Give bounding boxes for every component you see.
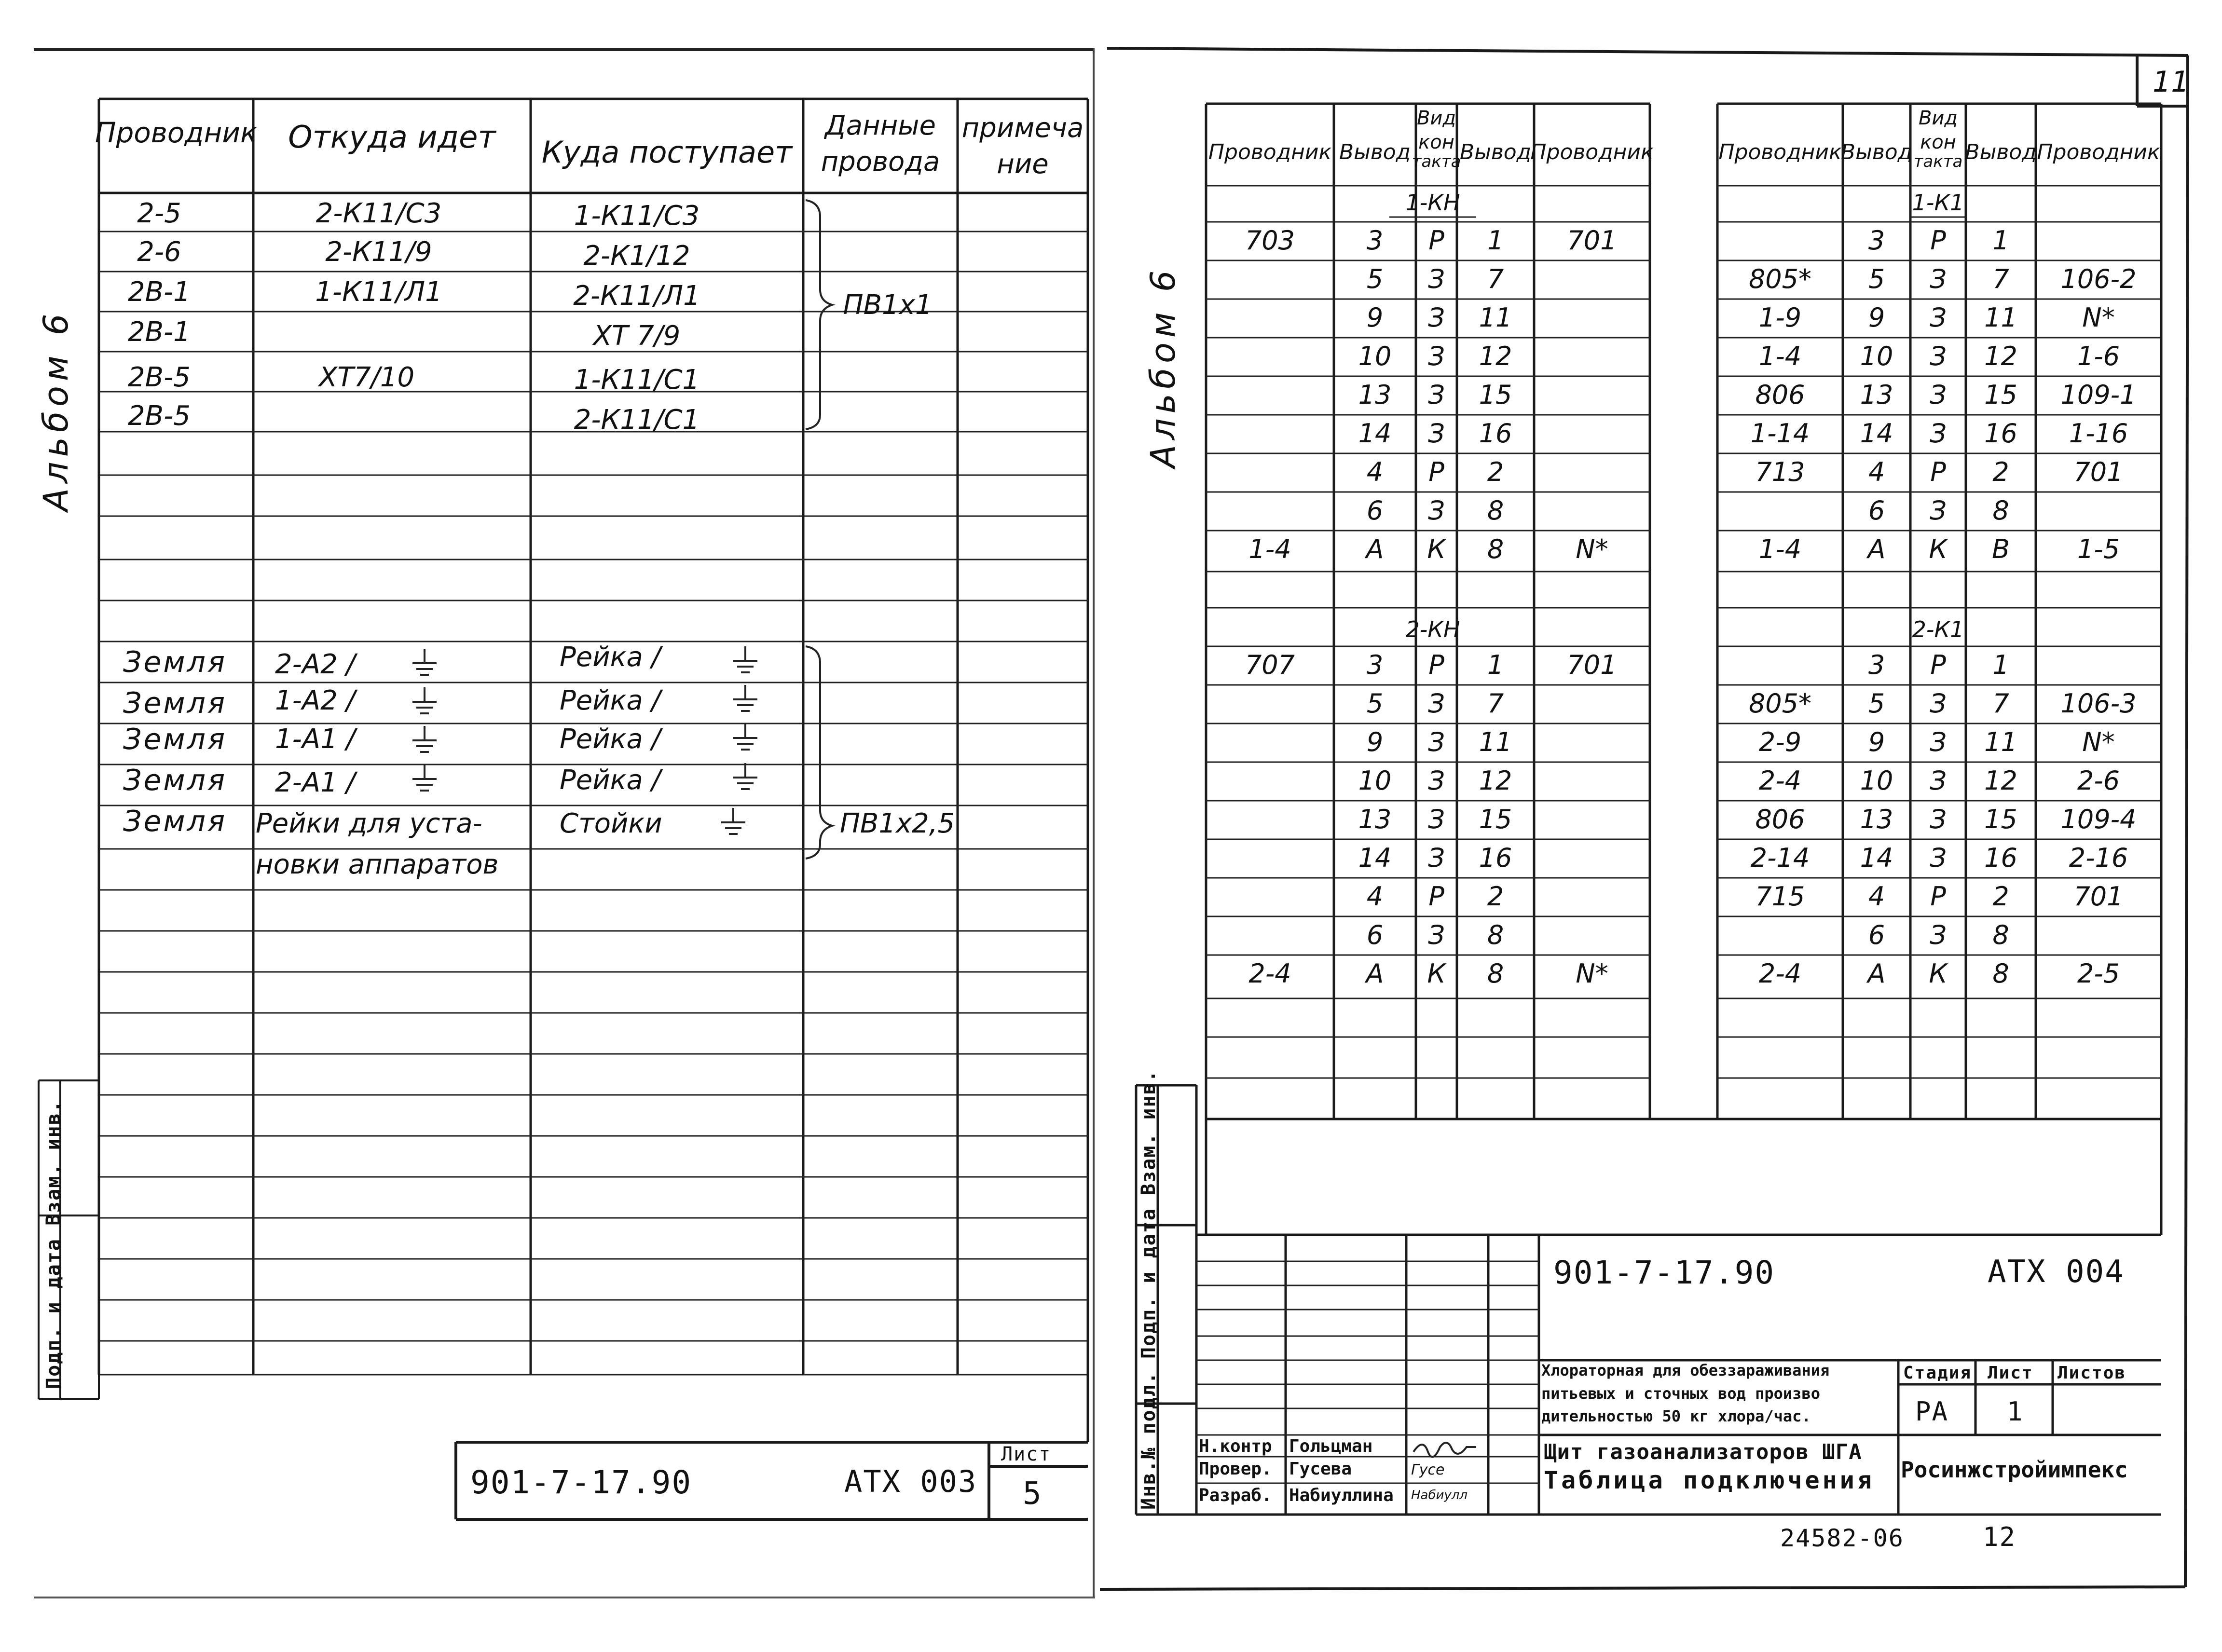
cell-conductor-a: 713	[1755, 456, 1805, 487]
cell-contact-type: З	[1428, 804, 1445, 834]
cell-contact-type: З	[1930, 726, 1947, 757]
table-cell: Земля	[123, 645, 227, 679]
right-stamp-code: АТХ 004	[1988, 1254, 2125, 1290]
cell-pin-a: 9	[1868, 726, 1885, 757]
t2-header-contact-3: такта	[1913, 152, 1963, 171]
cell-conductor-a: 2-9	[1758, 726, 1802, 757]
object-title-line-1: Хлораторная для обеззараживания	[1541, 1361, 1830, 1379]
table-cell: Земля	[123, 722, 227, 756]
left-header-note-line2: ние	[997, 148, 1049, 180]
left-header-data-line2: провода	[821, 146, 940, 177]
cell-pin-a: 6	[1366, 919, 1384, 950]
cell-contact-type: З	[1930, 341, 1947, 371]
table-cell: 1-К11/С3	[574, 200, 700, 232]
cell-pin-b: 11	[1984, 726, 2017, 757]
cell-pin-a: 6	[1868, 495, 1885, 526]
cell-pin-a: 5	[1868, 263, 1885, 294]
left-header-conductor: Проводник	[95, 116, 258, 149]
cell-contact-type: З	[1428, 765, 1445, 796]
table-cell: 2В-5	[128, 362, 191, 393]
t1-header-conductor-b: Проводник	[1530, 139, 1654, 164]
table-cell: 2В-1	[128, 316, 191, 348]
cell-contact-type: Р	[1428, 225, 1444, 256]
cell-conductor-a: 2-4	[1248, 958, 1291, 989]
cell-pin-b: 8	[1487, 958, 1504, 989]
cell-contact-type: К	[1427, 533, 1446, 564]
cell-contact-type: З	[1930, 804, 1947, 834]
cell-contact-type: З	[1930, 688, 1947, 719]
cell-pin-a: 13	[1358, 804, 1392, 834]
cell-pin-b: 7	[1487, 688, 1504, 719]
cell-conductor-a: 805*	[1748, 263, 1812, 294]
name-normcontrol: Гольцман	[1289, 1436, 1373, 1456]
table-cell: 1-А2 /	[275, 685, 356, 716]
left-header-note-line1: примеча	[961, 112, 1084, 144]
role-developed: Разраб.	[1199, 1486, 1272, 1505]
cell-pin-b: 11	[1479, 302, 1512, 333]
cell-contact-type: З	[1930, 919, 1947, 950]
cell-contact-type: Р	[1428, 456, 1444, 487]
t2-header-conductor: Проводник	[1718, 139, 1842, 164]
cell-contact-type: З	[1930, 842, 1947, 873]
left-stamp-doc: 901-7-17.90	[470, 1464, 692, 1501]
name-checked: Гусева	[1289, 1459, 1352, 1479]
cell-contact-type: К	[1427, 958, 1446, 989]
cell-contact-type: З	[1930, 495, 1947, 526]
table-cell: 2-А1 /	[275, 767, 356, 798]
cell-pin-b: 7	[1992, 263, 2009, 294]
cell-pin-a: 10	[1860, 341, 1893, 371]
cell-conductor-b: 701	[2073, 881, 2124, 912]
cell-pin-a: 5	[1868, 688, 1885, 719]
cell-conductor-b: 701	[1567, 225, 1617, 256]
cell-contact-type: З	[1428, 495, 1445, 526]
cell-contact-type: З	[1930, 263, 1947, 294]
t2-group-label-2: 2-К1	[1912, 616, 1964, 642]
cell-pin-b: 8	[1487, 533, 1504, 564]
cell-pin-b: 16	[1479, 842, 1512, 873]
cell-pin-a: 9	[1366, 726, 1384, 757]
cell-pin-b: 11	[1479, 726, 1512, 757]
cell-conductor-a: 1-4	[1758, 341, 1802, 371]
cell-contact-type: З	[1428, 688, 1445, 719]
cell-pin-b: 2	[1487, 456, 1504, 487]
table-cell: новки аппаратов	[256, 849, 499, 880]
table-cell: 2-А2 /	[275, 649, 356, 680]
left-side-strip-label: Подп. и дата Взам. инв.	[42, 1100, 65, 1389]
album-label-right: Альбом 6	[1143, 265, 1183, 468]
cell-contact-type: З	[1428, 418, 1445, 449]
stage-value: РА	[1915, 1396, 1949, 1427]
cell-pin-b: 2	[1992, 881, 2009, 912]
cell-pin-a: 5	[1366, 688, 1384, 719]
cell-pin-a: 6	[1366, 495, 1384, 526]
cell-pin-a: 10	[1358, 341, 1392, 371]
role-normcontrol: Н.контр	[1199, 1436, 1272, 1456]
t1-header-pin-b: Вывод	[1459, 139, 1532, 164]
right-stamp-doc: 901-7-17.90	[1553, 1254, 1775, 1291]
cell-conductor-b: 2-5	[2077, 958, 2120, 989]
cell-pin-b: 12	[1984, 341, 2017, 371]
cell-pin-b: 2	[1992, 456, 2009, 487]
cell-conductor-b: 106-2	[2060, 263, 2137, 294]
cell-conductor-a: 707	[1245, 649, 1295, 680]
t1-header-contact-3: такта	[1412, 152, 1461, 171]
signature-developed: Набиулл	[1411, 1488, 1468, 1502]
cell-pin-a: 3	[1366, 649, 1384, 680]
t1-header-contact-1: Вид	[1416, 107, 1456, 129]
cell-conductor-b: N*	[1576, 533, 1608, 564]
cell-contact-type: З	[1428, 302, 1445, 333]
cell-contact-type: К	[1929, 958, 1948, 989]
name-developed: Набиуллина	[1289, 1486, 1394, 1505]
cell-conductor-a: 1-4	[1758, 533, 1802, 564]
cell-pin-a: А	[1867, 533, 1886, 564]
cell-pin-b: 8	[1992, 495, 2009, 526]
cell-conductor-a: 1-4	[1248, 533, 1291, 564]
cell-pin-a: 14	[1860, 418, 1893, 449]
t2-header-contact-1: Вид	[1918, 107, 1958, 129]
t1-header-contact-2: кон	[1418, 131, 1454, 153]
page-number-bottom: 12	[1983, 1522, 2016, 1552]
t1-group-label-2: 2-КН	[1405, 616, 1460, 642]
page-number-top-right: 11	[2153, 65, 2190, 99]
album-label-left: Альбом 6	[36, 309, 76, 511]
table-cell: 2В-5	[128, 400, 191, 432]
t2-header-pin-a: Вывод	[1840, 139, 1913, 164]
cell-pin-b: 15	[1984, 379, 2017, 410]
table-cell: 2-К11/Л1	[573, 280, 700, 312]
table-cell: 1-К11/С1	[574, 364, 700, 396]
cell-pin-b: 7	[1992, 688, 2009, 719]
stage-label: Стадия	[1903, 1363, 1972, 1383]
cell-contact-type: З	[1930, 765, 1947, 796]
cell-conductor-a: 1-9	[1758, 302, 1802, 333]
cell-pin-b: 2	[1487, 881, 1504, 912]
cell-pin-b: 16	[1984, 418, 2017, 449]
cell-pin-b: 16	[1984, 842, 2017, 873]
sheet-label: Лист	[1988, 1363, 2033, 1383]
cell-pin-b: 8	[1992, 919, 2009, 950]
table-cell: 2-К11/С1	[574, 404, 700, 436]
table-cell: Земля	[123, 686, 227, 720]
cell-pin-a: А	[1366, 958, 1384, 989]
cell-pin-a: 4	[1868, 881, 1885, 912]
cell-contact-type: З	[1428, 379, 1445, 410]
cell-conductor-a: 805*	[1748, 688, 1812, 719]
t1-header-pin-a: Вывод	[1339, 139, 1411, 164]
cell-pin-a: 10	[1860, 765, 1893, 796]
table-cell: 2-6	[137, 236, 181, 268]
table-cell: Земля	[123, 763, 227, 797]
cell-pin-a: 13	[1860, 379, 1893, 410]
cell-contact-type: Р	[1930, 881, 1946, 912]
drawing-title-line-1: Щит газоанализаторов ШГА	[1544, 1440, 1862, 1464]
t1-group-label-1: 1-КН	[1405, 190, 1460, 216]
cell-contact-type: З	[1930, 379, 1947, 410]
cell-pin-b: 15	[1984, 804, 2017, 834]
table-cell: 1-К11/Л1	[315, 276, 442, 308]
t2-header-conductor-b: Проводник	[2037, 139, 2160, 164]
cell-conductor-b: 1-5	[2077, 533, 2120, 564]
cell-conductor-b: 1-16	[2069, 418, 2128, 449]
table-cell: Рейка /	[560, 642, 661, 673]
cell-conductor-a: 715	[1755, 881, 1805, 912]
cell-conductor-b: N*	[2082, 726, 2115, 757]
cell-contact-type: З	[1930, 302, 1947, 333]
cell-pin-a: 5	[1366, 263, 1384, 294]
table-cell: Рейка /	[560, 765, 661, 796]
table-cell: Рейка /	[560, 724, 661, 755]
cell-conductor-b: N*	[1576, 958, 1608, 989]
cell-pin-a: 9	[1868, 302, 1885, 333]
cell-conductor-b: 106-3	[2060, 688, 2137, 719]
left-stamp-code: АТХ 003	[844, 1464, 977, 1499]
table-cell: 2-5	[137, 198, 181, 229]
left-stamp-sheet-label: Лист	[1001, 1443, 1052, 1465]
cell-pin-a: 13	[1860, 804, 1893, 834]
signature-checked: Гусе	[1411, 1461, 1445, 1478]
cell-pin-a: 3	[1868, 225, 1885, 256]
t2-header-contact-2: кон	[1920, 131, 1956, 153]
cell-conductor-b: 2-16	[2069, 842, 2128, 873]
cell-pin-b: 8	[1487, 919, 1504, 950]
right-side-strip-label: Инв.№ подл. Подп. и дата Взам. инв.	[1138, 1069, 1160, 1510]
t1-header-conductor: Проводник	[1208, 139, 1332, 164]
cell-contact-type: З	[1428, 726, 1445, 757]
cell-conductor-a: 806	[1755, 379, 1805, 410]
cell-pin-b: В	[1991, 533, 2010, 564]
cell-pin-b: 1	[1487, 649, 1504, 680]
cell-pin-b: 8	[1487, 495, 1504, 526]
object-title-line-2: питьевых и сточных вод произво	[1541, 1384, 1820, 1403]
cell-pin-b: 1	[1487, 225, 1504, 256]
cell-pin-a: 4	[1366, 881, 1384, 912]
cell-contact-type: Р	[1428, 649, 1444, 680]
table-cell: Рейка /	[560, 685, 661, 716]
cell-pin-a: 6	[1868, 919, 1885, 950]
cell-conductor-b: 109-4	[2060, 804, 2137, 834]
wire-group-1: ПВ1х1	[843, 289, 933, 321]
table-cell: 1-А1 /	[275, 724, 356, 755]
table-cell: Земля	[123, 804, 227, 838]
cell-pin-a: 10	[1358, 765, 1392, 796]
cell-pin-b: 16	[1479, 418, 1512, 449]
cell-pin-a: 3	[1366, 225, 1384, 256]
drawing-title-line-2: Таблица подключения	[1544, 1466, 1875, 1494]
cell-pin-a: 4	[1868, 456, 1885, 487]
cell-conductor-a: 1-14	[1750, 418, 1810, 449]
cell-conductor-b: 2-6	[2077, 765, 2120, 796]
cell-pin-a: 14	[1860, 842, 1893, 873]
cell-contact-type: З	[1930, 418, 1947, 449]
cell-pin-b: 1	[1992, 649, 2009, 680]
table-cell: ХТ7/10	[318, 362, 415, 393]
cell-conductor-b: 701	[1567, 649, 1617, 680]
table-cell: 2-К11/С3	[315, 198, 442, 229]
cell-contact-type: З	[1428, 919, 1445, 950]
wire-group-2: ПВ1х2,5	[839, 808, 955, 839]
cell-contact-type: З	[1428, 842, 1445, 873]
table-cell: ХТ 7/9	[593, 320, 681, 352]
cell-contact-type: З	[1428, 263, 1445, 294]
cell-conductor-b: 109-1	[2060, 379, 2137, 410]
cell-pin-a: 14	[1358, 842, 1392, 873]
cell-conductor-a: 2-4	[1758, 958, 1802, 989]
cell-conductor-a: 806	[1755, 804, 1805, 834]
cell-contact-type: З	[1428, 341, 1445, 371]
table-cell: Стойки	[560, 808, 662, 839]
cell-contact-type: Р	[1930, 649, 1946, 680]
archive-number: 24582-06	[1780, 1524, 1904, 1552]
t2-group-label-1: 1-К1	[1912, 190, 1964, 216]
left-header-to: Куда поступает	[541, 134, 793, 170]
cell-pin-a: 13	[1358, 379, 1392, 410]
cell-contact-type: Р	[1428, 881, 1444, 912]
table-cell: 2В-1	[128, 276, 191, 308]
cell-pin-a: 3	[1868, 649, 1885, 680]
cell-conductor-a: 2-14	[1750, 842, 1810, 873]
cell-pin-a: 4	[1366, 456, 1384, 487]
cell-pin-b: 12	[1479, 341, 1512, 371]
role-checked: Провер.	[1199, 1459, 1272, 1479]
cell-conductor-b: N*	[2082, 302, 2115, 333]
table-cell: 2-К1/12	[583, 240, 690, 272]
left-header-from: Откуда идет	[288, 120, 496, 155]
table-cell: 2-К11/9	[325, 236, 432, 268]
t2-header-pin-b: Вывод	[1965, 139, 2037, 164]
cell-conductor-b: 1-6	[2077, 341, 2120, 371]
sheets-label: Листов	[2057, 1363, 2126, 1383]
cell-pin-a: 14	[1358, 418, 1392, 449]
cell-pin-b: 12	[1479, 765, 1512, 796]
sheet-value: 1	[2007, 1396, 2024, 1427]
cell-pin-a: А	[1867, 958, 1886, 989]
left-header-data-line1: Данные	[825, 109, 936, 141]
cell-contact-type: Р	[1930, 225, 1946, 256]
cell-pin-b: 15	[1479, 804, 1512, 834]
cell-pin-b: 7	[1487, 263, 1504, 294]
cell-conductor-a: 703	[1245, 225, 1295, 256]
cell-conductor-b: 701	[2073, 456, 2124, 487]
cell-contact-type: Р	[1930, 456, 1946, 487]
cell-conductor-a: 2-4	[1758, 765, 1802, 796]
cell-pin-b: 8	[1992, 958, 2009, 989]
object-title-line-3: дительностью 50 кг хлора/час.	[1541, 1407, 1811, 1425]
cell-pin-b: 11	[1984, 302, 2017, 333]
left-stamp-sheet-number: 5	[1023, 1476, 1042, 1512]
organization-name: Росинжстройимпекс	[1901, 1457, 2128, 1483]
cell-pin-a: А	[1366, 533, 1384, 564]
cell-pin-a: 9	[1366, 302, 1384, 333]
cell-pin-b: 1	[1992, 225, 2009, 256]
cell-contact-type: К	[1929, 533, 1948, 564]
table-cell: Рейки для уста-	[256, 808, 482, 839]
cell-pin-b: 15	[1479, 379, 1512, 410]
cell-pin-b: 12	[1984, 765, 2017, 796]
